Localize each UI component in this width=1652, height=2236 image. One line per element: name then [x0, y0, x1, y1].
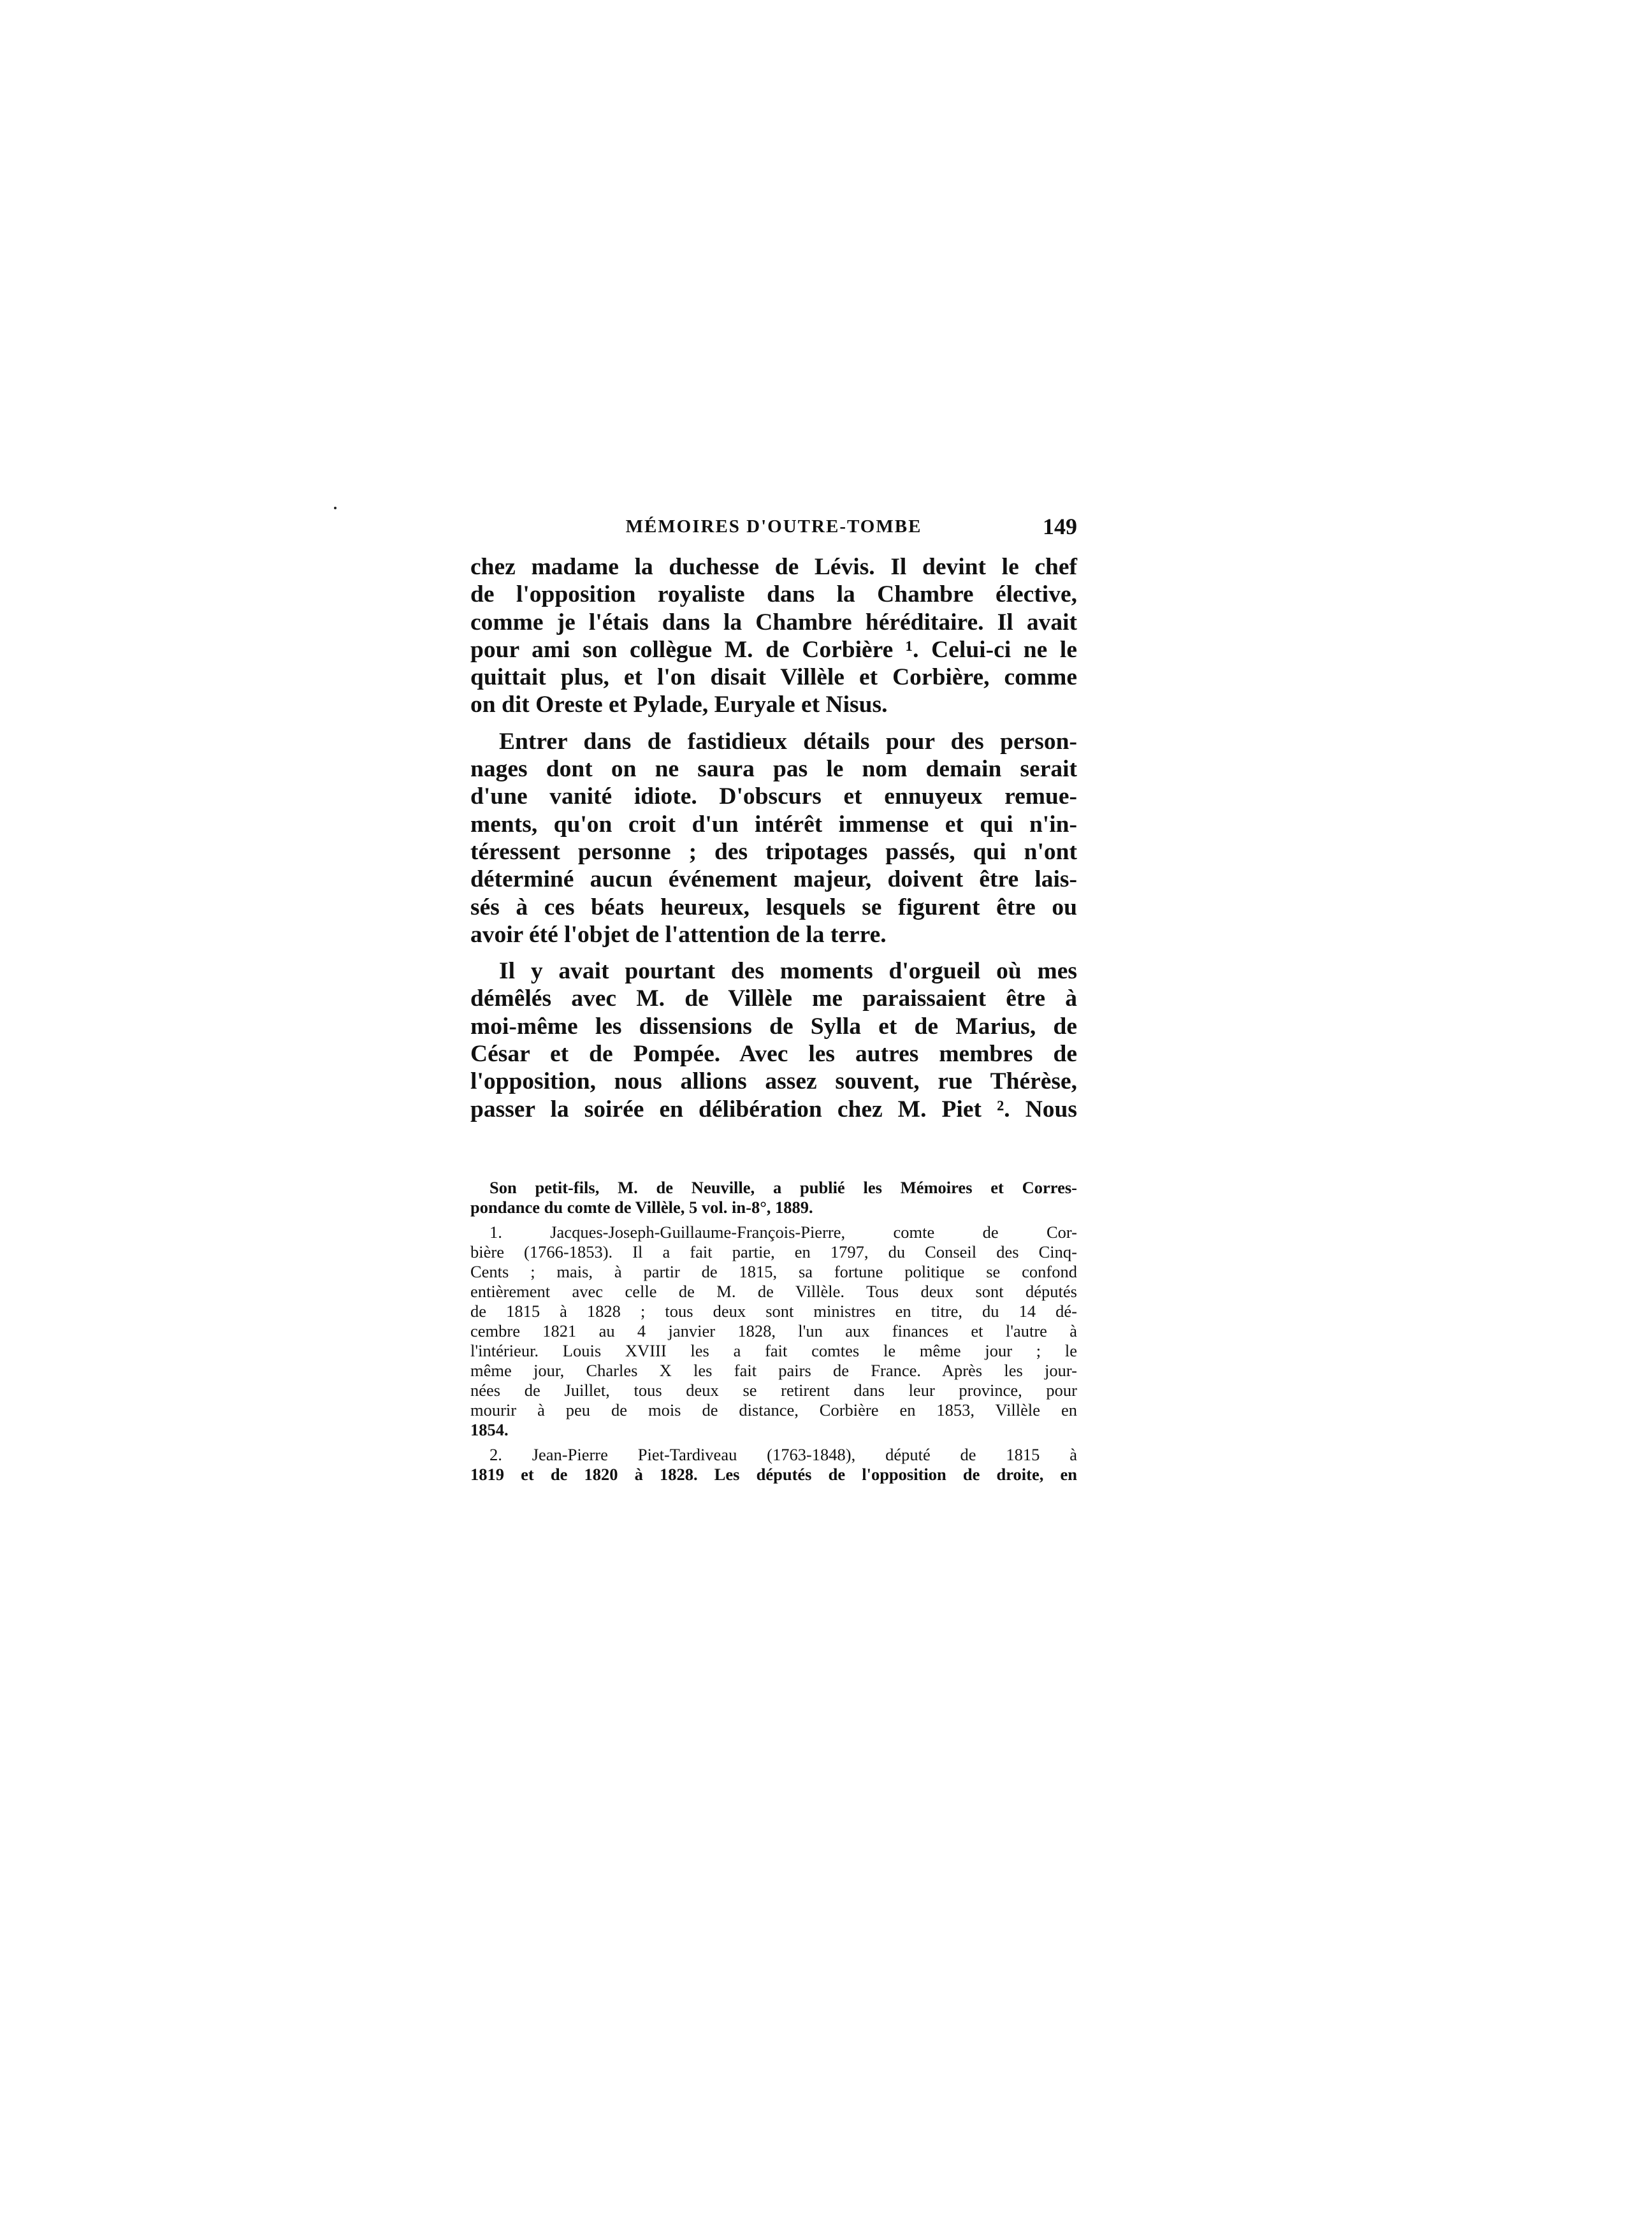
- text-line: nages dont on ne saura pas le nom demain serait: [470, 756, 1077, 783]
- page-number: 149: [1043, 514, 1077, 539]
- text-line: de l'opposition royaliste dans la Chambre élective,: [470, 581, 1077, 608]
- text-line: quittait plus, et l'on disait Villèle et Corbière, comme: [470, 664, 1077, 691]
- scan-speck: [334, 507, 337, 509]
- text-line: déterminé aucun événement majeur, doivent être lais-: [470, 866, 1077, 893]
- text-line: sés à ces béats heureux, lesquels se figurent être ou: [470, 894, 1077, 920]
- footnotes: [470, 1178, 1077, 1485]
- text-line: comme je l'étais dans la Chambre héréditaire. Il avait: [470, 609, 1077, 635]
- text-line: ments, qu'on croit d'un intérêt immense et qui n'in-: [470, 811, 1077, 838]
- footnote-line: nées de Juillet, tous deux se retirent dans leur province, pour: [470, 1381, 1077, 1400]
- footnote-line: mourir à peu de mois de distance, Corbière en 1853, Villèle en: [470, 1400, 1077, 1419]
- footnote-line: l'intérieur. Louis XVIII les a fait comtes le même jour ; le: [470, 1341, 1077, 1360]
- page-header: [470, 510, 1077, 543]
- footnote-line: même jour, Charles X les fait pairs de France. Après les jour-: [470, 1361, 1077, 1380]
- text-line: l'opposition, nous allions assez souvent, rue Thérèse,: [470, 1068, 1077, 1095]
- text-line: d'une vanité idiote. D'obscurs et ennuyeux remue-: [470, 783, 1077, 810]
- footnote-line: pondance du comte de Villèle, 5 vol. in-8°, 1889.: [470, 1198, 813, 1217]
- footnote-line: entièrement avec celle de M. de Villèle. Tous deux sont députés: [470, 1282, 1077, 1301]
- text-line: chez madame la duchesse de Lévis. Il devint le chef: [470, 554, 1077, 580]
- footnote-line: 1. Jacques-Joseph-Guillaume-François-Pierre, comte de Cor-: [489, 1223, 1077, 1242]
- text-line: on dit Oreste et Pylade, Euryale et Nisus.: [470, 692, 888, 718]
- main-text: [470, 553, 1077, 1123]
- footnote-line: de 1815 à 1828 ; tous deux sont ministres en titre, du 14 dé-: [470, 1302, 1077, 1321]
- text-line: César et de Pompée. Avec les autres membres de: [470, 1041, 1077, 1068]
- text-line: avoir été l'objet de l'attention de la terre.: [470, 921, 887, 948]
- text-line: moi-même les dissensions de Sylla et de Marius, de: [470, 1013, 1077, 1040]
- running-title: MÉMOIRES D'OUTRE-TOMBE: [625, 516, 922, 537]
- text-line: pour ami son collègue M. de Corbière ¹. Celui-ci ne le: [470, 636, 1077, 663]
- footnote-line: 2. Jean-Pierre Piet-Tardiveau (1763-1848), député de 1815 à: [489, 1445, 1077, 1464]
- footnote-line: Cents ; mais, à partir de 1815, sa fortune politique se confond: [470, 1262, 1077, 1281]
- footnote-line: Son petit-fils, M. de Neuville, a publié les Mémoires et Corres-: [489, 1178, 1077, 1197]
- text-line: Il y avait pourtant des moments d'orgueil où mes: [499, 958, 1077, 985]
- footnote-line: cembre 1821 au 4 janvier 1828, l'un aux finances et l'autre à: [470, 1321, 1077, 1340]
- text-line: passer la soirée en délibération chez M. Piet ². Nous: [470, 1096, 1077, 1122]
- text-line: démêlés avec M. de Villèle me paraissaient être à: [470, 985, 1077, 1012]
- footnote-line: 1819 et de 1820 à 1828. Les députés de l'opposition de droite, en: [470, 1465, 1077, 1484]
- text-line: Entrer dans de fastidieux détails pour des person-: [499, 728, 1077, 755]
- footnote-line: bière (1766-1853). Il a fait partie, en 1797, du Conseil des Cinq-: [470, 1242, 1077, 1261]
- footnote-line: 1854.: [470, 1420, 509, 1439]
- text-line: téressent personne ; des tripotages passés, qui n'ont: [470, 838, 1077, 865]
